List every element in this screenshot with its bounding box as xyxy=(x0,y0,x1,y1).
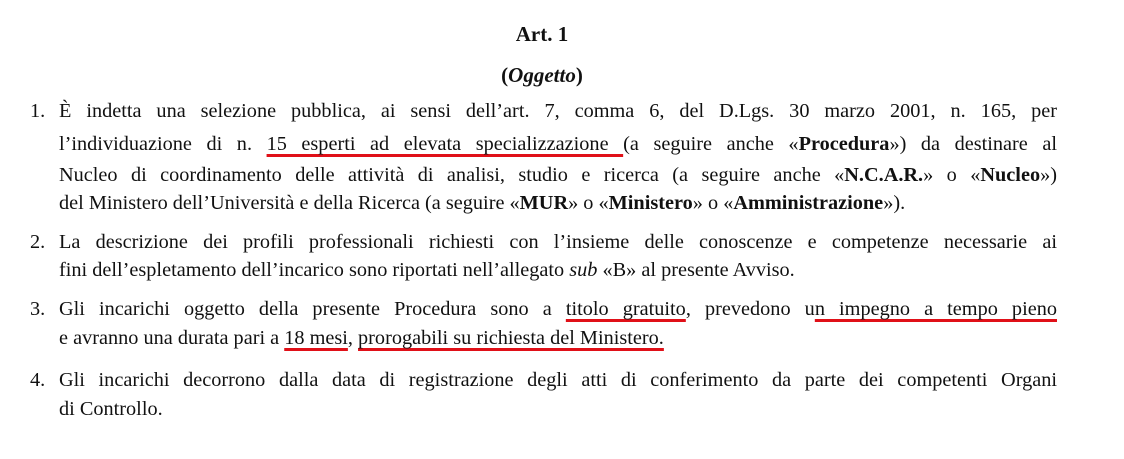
underlined-highlight: prorogabili su richiesta del Ministero. xyxy=(358,327,664,349)
bold-term: Nucleo xyxy=(980,164,1041,186)
text-segment: e avranno una durata pari a xyxy=(59,327,285,349)
underlined-highlight: 15 esperti ad elevata specializzazione xyxy=(266,133,624,155)
text-segment: del Ministero dell’Università e della Ricerca (a seguire « xyxy=(59,192,520,214)
item-1-line-2 xyxy=(59,133,1057,156)
text-segment: (a seguire anche « xyxy=(623,133,799,155)
article-subtitle xyxy=(0,62,1084,88)
list-item-number: 1. xyxy=(30,100,46,122)
subtitle-word: Oggetto xyxy=(508,63,576,87)
bold-term: Ministero xyxy=(608,192,693,214)
list-item-number: 4. xyxy=(30,369,46,391)
text-segment: ») xyxy=(1040,164,1057,186)
bold-term: MUR xyxy=(519,192,569,214)
text-segment: » o « xyxy=(923,164,981,186)
underlined-highlight: n impegno a tempo pieno xyxy=(814,298,1057,320)
item-1-line-3 xyxy=(59,164,1057,187)
text-segment: » o « xyxy=(692,192,734,214)
item-2-line-1: La descrizione dei profili professionali richiesti con l’insieme delle conoscenze e competenze necessarie ai xyxy=(59,231,1057,253)
item-3-line-2 xyxy=(59,327,664,350)
text-segment: »). xyxy=(883,192,906,214)
item-4-line-2: di Controllo. xyxy=(59,398,163,420)
italic-term: sub xyxy=(569,259,598,281)
subtitle-open-paren: ( xyxy=(501,63,509,87)
text-segment: fini dell’espletamento dell’incarico sono riportati nell’allegato xyxy=(59,259,570,281)
bold-term: N.C.A.R. xyxy=(844,164,924,186)
text-segment: , xyxy=(347,327,359,349)
list-item-number: 3. xyxy=(30,298,46,320)
text-segment: Nucleo di coordinamento delle attività di analisi, studio e ricerca (a seguire anche « xyxy=(59,164,845,186)
item-2-line-2 xyxy=(59,259,795,282)
item-3-line-1 xyxy=(59,298,1057,321)
item-1-line-4 xyxy=(59,192,905,215)
text-segment: l’individuazione di n. xyxy=(59,133,267,155)
article-title: Art. 1 xyxy=(515,22,569,46)
text-segment: «B» al presente Avviso. xyxy=(597,259,795,281)
text-segment: ») da destinare al xyxy=(889,133,1057,155)
subtitle-close-paren: ) xyxy=(575,63,583,87)
underlined-highlight: titolo gratuito xyxy=(565,298,686,320)
text-segment: » o « xyxy=(568,192,609,214)
item-1-line-1: È indetta una selezione pubblica, ai sensi dell’art. 7, comma 6, del D.Lgs. 30 marzo 2001, n. 165, per xyxy=(59,100,1057,122)
bold-term: Amministrazione xyxy=(733,192,884,214)
underlined-highlight: 18 mesi xyxy=(284,327,348,349)
list-item-number: 2. xyxy=(30,231,46,253)
text-segment: Gli incarichi oggetto della presente Procedura sono a xyxy=(59,298,566,320)
text-segment: , prevedono u xyxy=(685,298,815,320)
item-4-line-1: Gli incarichi decorrono dalla data di registrazione degli atti di conferimento da parte dei competenti Organi xyxy=(59,369,1057,391)
bold-term: Procedura xyxy=(798,133,890,155)
